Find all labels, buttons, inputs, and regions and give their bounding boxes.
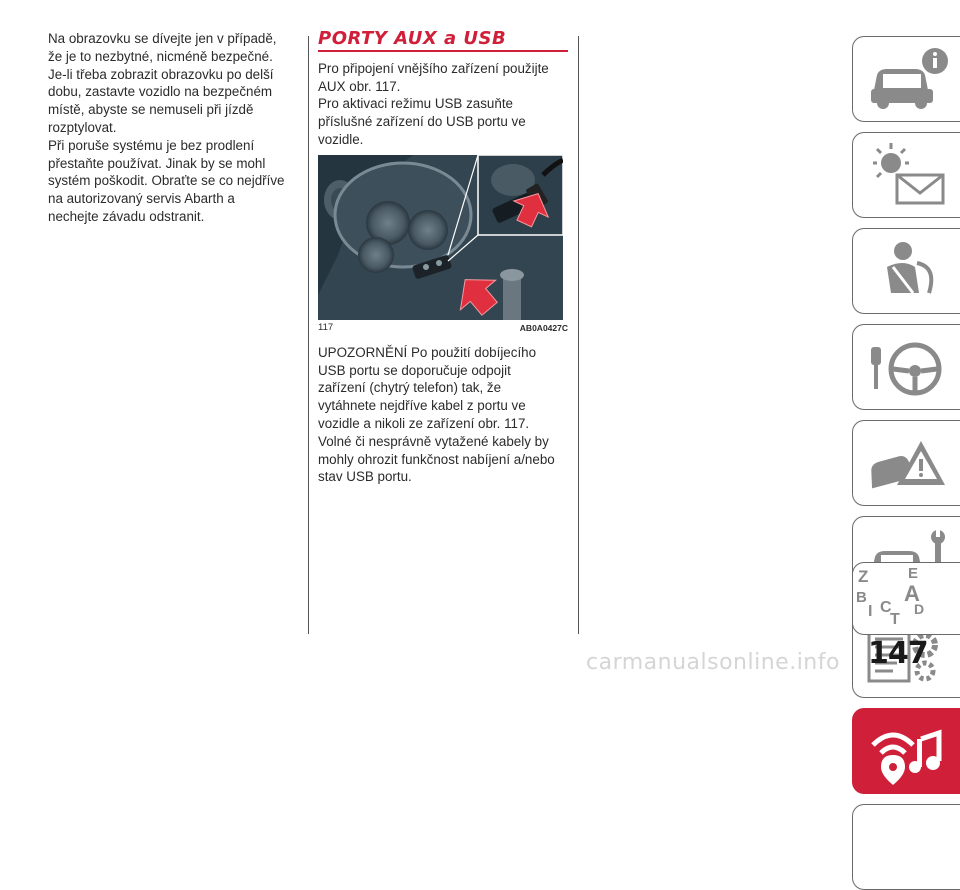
index-letter: Z bbox=[858, 567, 869, 586]
tab-emergency[interactable] bbox=[852, 420, 960, 506]
tab-safety[interactable] bbox=[852, 228, 960, 314]
figure-caption bbox=[318, 322, 568, 334]
text-line: Je-li třeba zobrazit obrazovku po delší bbox=[48, 66, 274, 82]
left-text-column bbox=[48, 30, 298, 226]
watermark: carmanualsonline.info bbox=[586, 650, 840, 675]
text-line: Při poruše systému je bez prodlení bbox=[48, 137, 255, 153]
airbag-safety-icon bbox=[863, 237, 953, 307]
text-line: vozidle. bbox=[318, 131, 364, 147]
text-line: vytáhnete nejdříve kabel z portu ve bbox=[318, 398, 526, 414]
column-divider bbox=[578, 36, 579, 634]
middle-text-column bbox=[318, 30, 568, 486]
column-divider bbox=[308, 36, 309, 634]
emergency-icon bbox=[863, 429, 953, 499]
text-line: příslušné zařízení do USB portu ve bbox=[318, 114, 526, 130]
tab-index[interactable] bbox=[852, 804, 960, 890]
text-line: Pro aktivaci režimu USB zasuňte bbox=[318, 96, 513, 112]
multimedia-icon bbox=[863, 717, 953, 787]
text-line: vozidle a nikoli ze zařízení obr. 117. bbox=[318, 415, 530, 431]
car-info-icon bbox=[863, 45, 953, 115]
text-line: na autorizovaný servis Abarth a bbox=[48, 191, 235, 207]
text-line: zařízení (chytrý telefon) tak, že bbox=[318, 380, 502, 396]
section-heading: PORTY AUX a USB bbox=[318, 30, 568, 52]
text-line: rozptylovat. bbox=[48, 119, 117, 135]
tab-car-info[interactable] bbox=[852, 36, 960, 122]
index-letter: B bbox=[856, 589, 867, 606]
index-letter: I bbox=[868, 603, 873, 620]
text-line: systém poškodit. Obraťte se co nejdříve bbox=[48, 173, 285, 189]
text-line: mohly ohrozit funkčnost nabíjení a/nebo bbox=[318, 451, 555, 467]
tab-warning-lights[interactable] bbox=[852, 132, 960, 218]
index-letter: E bbox=[908, 565, 919, 582]
tab-driving[interactable] bbox=[852, 324, 960, 410]
tab-multimedia[interactable] bbox=[852, 708, 960, 794]
page-number: 147 bbox=[868, 636, 928, 671]
text-line: místě, abyste se nemuseli při jízdě bbox=[48, 102, 254, 118]
index-letter: T bbox=[890, 611, 900, 628]
text-line: stav USB portu. bbox=[318, 469, 412, 485]
figure-number: 117 bbox=[318, 321, 334, 333]
steering-wheel-icon bbox=[863, 333, 953, 403]
warning-lights-icon bbox=[863, 141, 953, 211]
index-letter: A bbox=[904, 581, 920, 606]
text-line: dobu, zastavte vozidlo na bezpečném bbox=[48, 84, 273, 100]
text-line: Volné či nesprávně vytažené kabely by bbox=[318, 433, 549, 449]
index-letter: C bbox=[880, 599, 892, 616]
alphabetical-index-icon[interactable] bbox=[852, 565, 960, 635]
text-line: AUX obr. 117. bbox=[318, 78, 401, 94]
text-line: Pro připojení vnějšího zařízení použijte bbox=[318, 60, 549, 76]
text-line: USB portu se doporučuje odpojit bbox=[318, 362, 511, 378]
text-line: Na obrazovku se dívejte jen v případě, bbox=[48, 31, 277, 46]
text-line: přestaňte používat. Jinak by se mohl bbox=[48, 155, 266, 171]
usb-port-figure bbox=[318, 155, 563, 320]
text-line: nechejte závadu odstranit. bbox=[48, 208, 205, 224]
figure-code: AB0A0427C bbox=[519, 322, 568, 333]
text-line: že je to nezbytné, nicméně bezpečné. bbox=[48, 48, 273, 64]
text-line: UPOZORNĚNÍ Po použití dobíjecího bbox=[318, 344, 537, 360]
index-letter: D bbox=[914, 601, 925, 617]
console-illustration bbox=[318, 155, 563, 320]
